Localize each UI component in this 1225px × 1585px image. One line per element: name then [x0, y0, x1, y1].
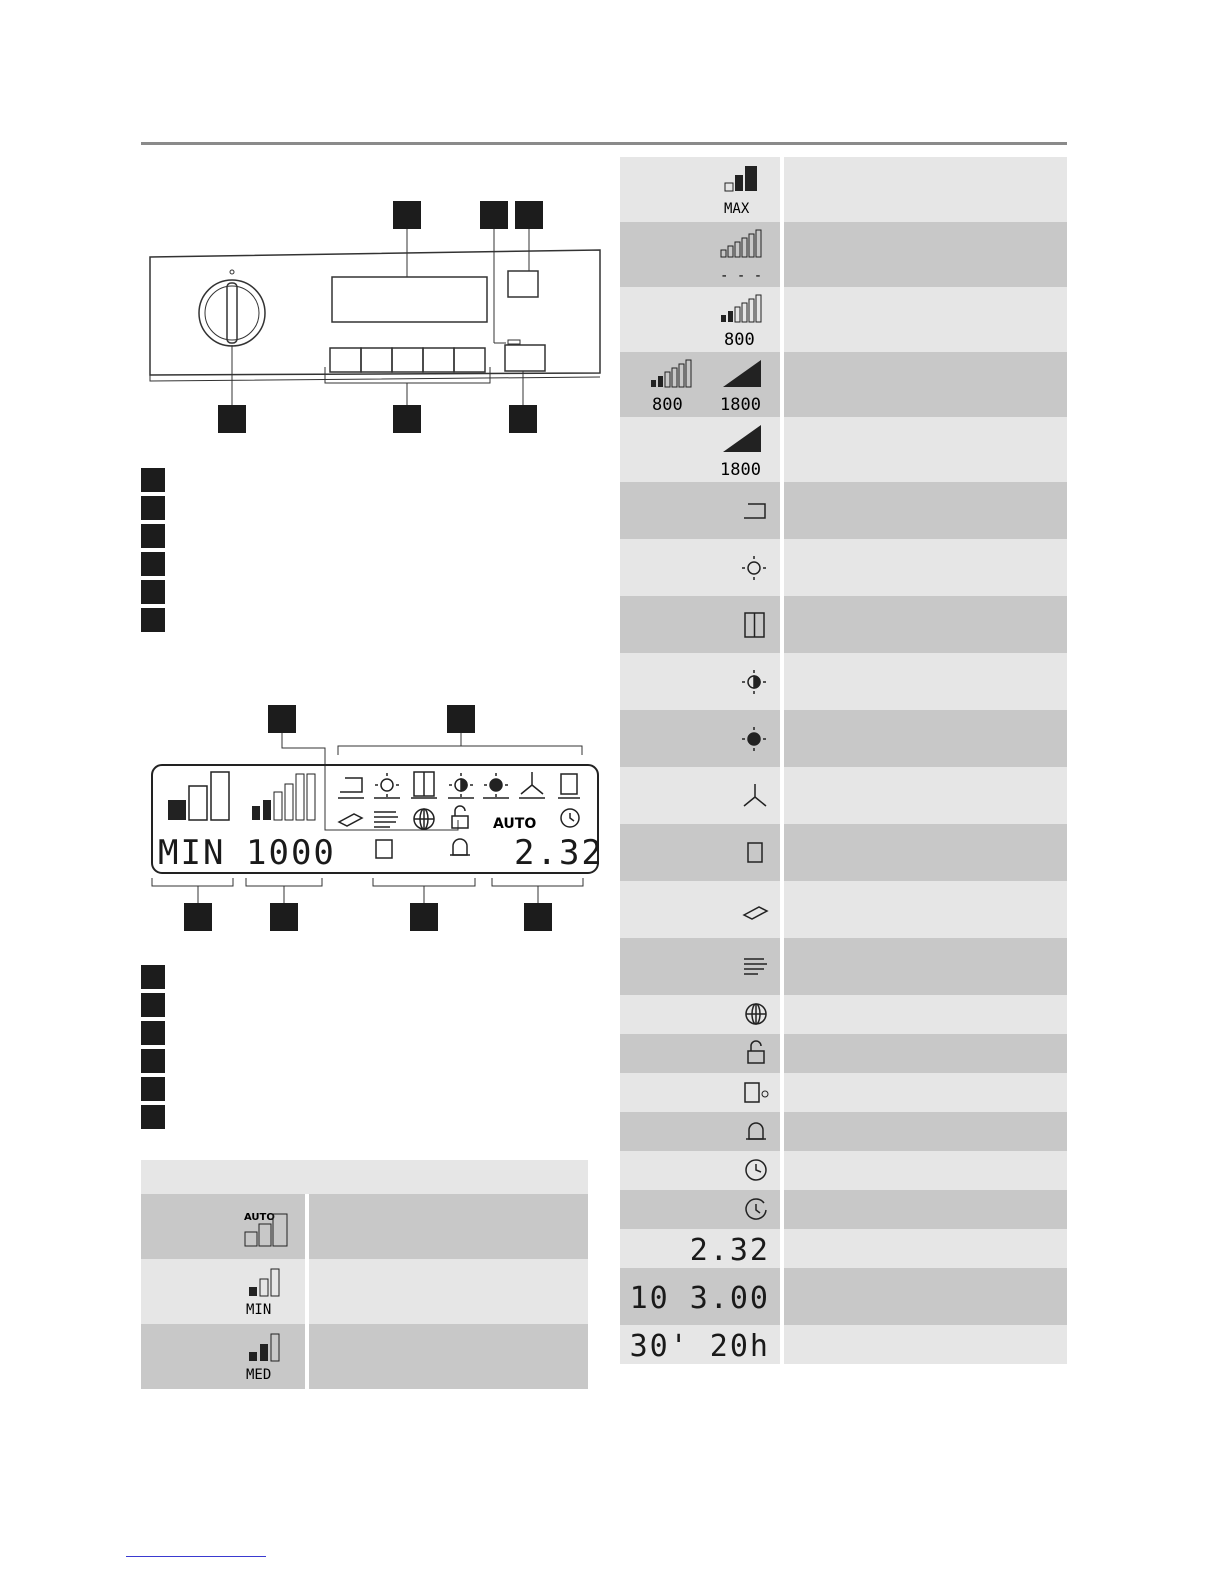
svg-text:AUTO: AUTO [244, 1212, 275, 1223]
svg-text:800: 800 [724, 330, 755, 350]
callout-marker [393, 405, 421, 433]
svg-text:MED: MED [246, 1367, 272, 1383]
table-row [620, 1268, 1067, 1325]
table-header [141, 1160, 588, 1194]
spin-800-icon [620, 287, 780, 352]
legend-marker [141, 552, 165, 576]
callout-marker [410, 903, 438, 931]
spin-1800-icon [620, 417, 780, 482]
anti-crease-icon [339, 814, 362, 826]
table-row [620, 596, 1067, 653]
legend-marker [141, 580, 165, 604]
table-row [620, 482, 1067, 539]
table-row [620, 539, 1067, 596]
table-row [620, 824, 1067, 881]
load-level-bars [168, 772, 229, 820]
delay-start-icon [620, 1190, 780, 1229]
legend-marker [141, 965, 165, 989]
fan-icon [519, 772, 545, 798]
table-row [620, 1151, 1067, 1190]
table-row [620, 1229, 1067, 1268]
max-bars-icon [620, 157, 780, 222]
half-sun-icon [620, 653, 780, 710]
table-row [620, 881, 1067, 938]
bell-icon [450, 839, 470, 855]
table-row [141, 1324, 588, 1389]
globe-icon [414, 809, 434, 829]
spin-range-icon [620, 352, 780, 417]
legend-marker [141, 1021, 165, 1045]
callout-marker [480, 201, 508, 229]
svg-text:2.32: 2.32 [689, 1233, 770, 1268]
filter-container-icon [558, 774, 580, 798]
footer-link-rule [126, 1556, 266, 1557]
table-row [620, 995, 1067, 1034]
svg-text:30' 20h: 30' 20h [629, 1329, 770, 1364]
svg-text:MIN: MIN [246, 1302, 272, 1318]
table-row [620, 1034, 1067, 1073]
load-level-table [141, 1160, 588, 1389]
callout-marker [509, 405, 537, 433]
globe-icon [620, 995, 780, 1034]
legend-marker [141, 524, 165, 548]
callout-marker [184, 903, 212, 931]
cupboard-dry-icon [620, 596, 780, 653]
table-row [620, 710, 1067, 767]
start-pause-button [508, 271, 538, 297]
extra-dry-sun-icon [374, 773, 400, 798]
on-off-button [505, 345, 545, 371]
lcd-min-text: MIN [158, 833, 226, 873]
full-sun-icon [483, 773, 509, 798]
table-row [620, 767, 1067, 824]
control-panel-figure [140, 195, 610, 445]
anti-crease-icon [620, 881, 780, 938]
med-bars-icon [141, 1324, 305, 1389]
cupboard-dry-icon [411, 772, 437, 798]
table-row [620, 222, 1067, 287]
table-row [141, 1259, 588, 1324]
symbol-table [620, 157, 1067, 1364]
svg-text:1800: 1800 [720, 395, 761, 415]
lcd-time-text: 2.32 [514, 833, 604, 873]
legend-marker [141, 993, 165, 1017]
legend-marker [141, 1049, 165, 1073]
legend-marker [141, 1105, 165, 1129]
program-knob [199, 270, 265, 346]
table-row [620, 1073, 1067, 1112]
callout-marker [515, 201, 543, 229]
display-window [332, 277, 487, 322]
time-display [620, 1325, 780, 1364]
spin-level-bars [252, 774, 315, 820]
table-row [620, 1190, 1067, 1229]
legend-marker [141, 1077, 165, 1101]
auto-bars-icon [141, 1194, 305, 1259]
unlock-icon [620, 1034, 780, 1073]
clock-icon [620, 1151, 780, 1190]
table-row [620, 938, 1067, 995]
bell-icon [620, 1112, 780, 1151]
top-rule [141, 142, 1067, 145]
svg-text:800: 800 [652, 395, 683, 415]
lcd-speed-text: 1000 [246, 833, 336, 873]
callout-marker [393, 201, 421, 229]
time-display [620, 1229, 780, 1268]
delay-start-icon [561, 809, 579, 827]
svg-text:10 3.00: 10 3.00 [629, 1281, 770, 1316]
svg-text:MAX: MAX [724, 201, 750, 217]
panel-legend [141, 468, 165, 636]
fan-icon [620, 767, 780, 824]
drying-lines-icon [374, 812, 398, 827]
table-row [620, 352, 1067, 417]
iron-dry-icon [338, 778, 364, 798]
lcd-auto-text: AUTO [493, 816, 537, 832]
table-row [141, 1194, 588, 1259]
callout-marker [268, 705, 296, 733]
svg-text:- - -: - - - [720, 268, 763, 284]
table-row [620, 287, 1067, 352]
time-display [620, 1268, 780, 1325]
callout-marker [270, 903, 298, 931]
svg-text:1800: 1800 [720, 460, 761, 480]
extra-dry-sun-icon [620, 539, 780, 596]
callout-marker [524, 903, 552, 931]
lcd-display-figure [140, 700, 610, 940]
filter-container-icon [620, 824, 780, 881]
iron-dry-icon [620, 482, 780, 539]
legend-marker [141, 608, 165, 632]
table-row [620, 417, 1067, 482]
min-bars-icon [141, 1259, 305, 1324]
table-row [620, 653, 1067, 710]
unlock-icon [452, 806, 468, 828]
full-sun-icon [620, 710, 780, 767]
table-row [620, 157, 1067, 222]
table-row [620, 1325, 1067, 1364]
container-timer-icon [376, 840, 392, 858]
lcd-legend [141, 965, 165, 1133]
spin-none-icon [620, 222, 780, 287]
container-timer-icon [620, 1073, 780, 1112]
callout-marker [447, 705, 475, 733]
callout-marker [218, 405, 246, 433]
drying-lines-icon [620, 938, 780, 995]
option-buttons [330, 348, 485, 372]
half-sun-icon [448, 773, 474, 798]
legend-marker [141, 468, 165, 492]
legend-marker [141, 496, 165, 520]
table-row [620, 1112, 1067, 1151]
